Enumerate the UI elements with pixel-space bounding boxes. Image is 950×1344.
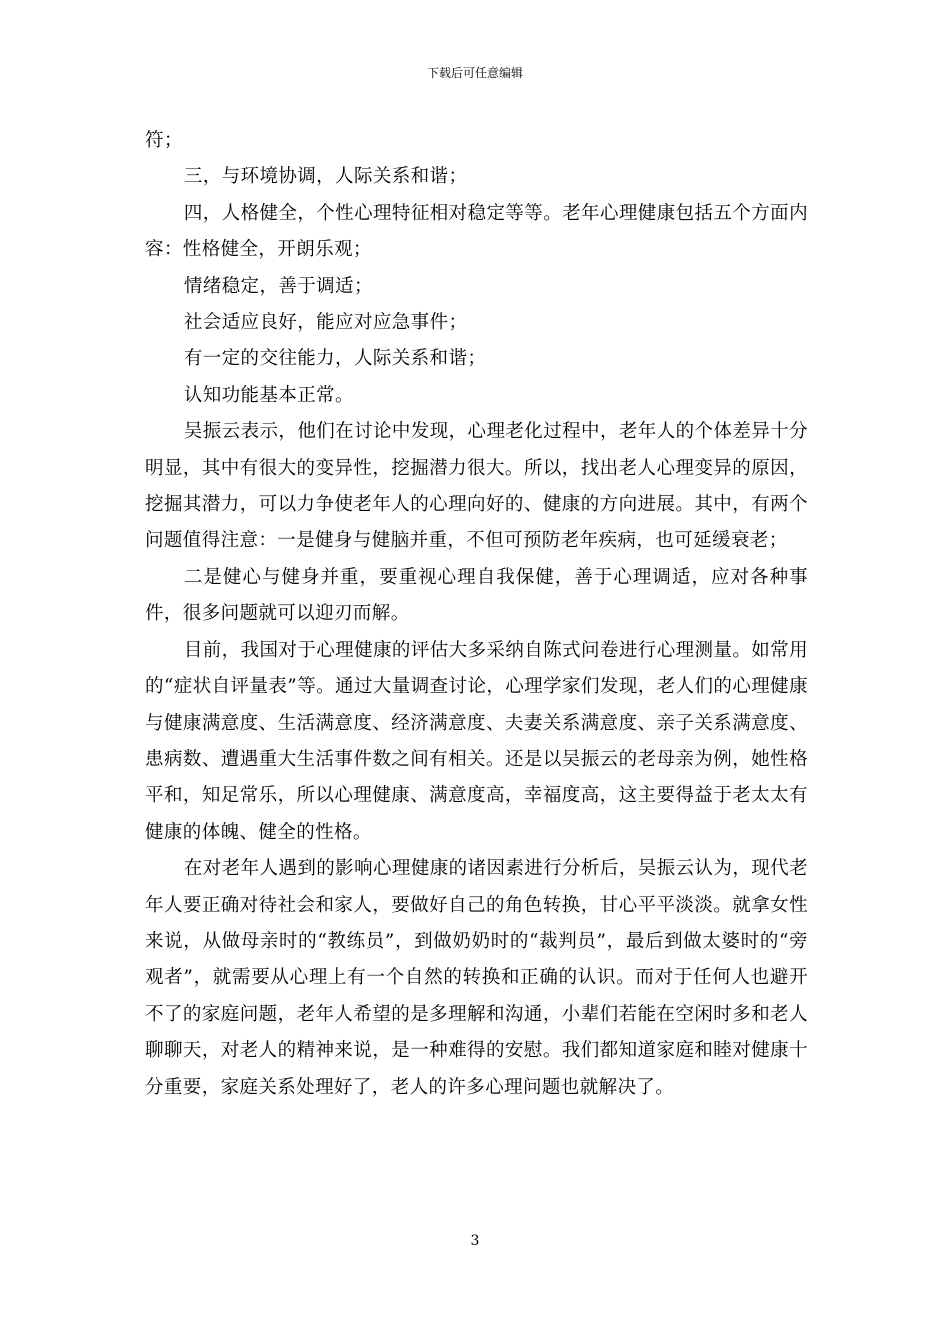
paragraph-6: 有一定的交往能力，人际关系和谐；	[183, 348, 487, 370]
paragraph-2: 三，与环境协调，人际关系和谐；	[183, 166, 468, 188]
paragraph-11: 在对老年人遇到的影响心理健康的诸因素进行分析后，吴振云认为，现代老年人要正确对待社会和家人，要做好自己的角色转换，甘心平平淡淡。就拿女性来说，从做母亲时的“教练员”，到做奶奶时的“裁判员”，最后到做太婆时的“旁观者”，就需要从心理上有一个自然的转换和正确的认识。而对于任何人也避开不了的家庭问题，老年人希望的是多理解和沟通，小辈们若能在空闲时多和老人聊聊天，对老人的精神来说，是一种难得的安慰。我们都知道家庭和睦对健康十分重要，家庭关系处理好了，老人的许多心理问题也就解决了。	[145, 858, 808, 1098]
paragraph-9: 二是健心与健身并重，要重视心理自我保健，善于心理调适，应对各种事件，很多问题就可以迎刃而解。	[145, 566, 808, 625]
paragraph-7: 认知功能基本正常。	[183, 384, 354, 406]
page-number: 3	[470, 1233, 480, 1249]
paragraph-3: 四，人格健全，个性心理特征相对稳定等等。老年心理健康包括五个方面内容：性格健全，开朗乐观；	[145, 202, 808, 261]
paragraph-1: 符；	[145, 130, 183, 151]
paragraph-8: 吴振云表示，他们在讨论中发现，心理老化过程中，老年人的个体差异十分明显，其中有很大的变异性，挖掘潜力很大。所以，找出老人心理变异的原因，挖掘其潜力，可以力争使老年人的心理向好的、健康的方向进展。其中，有两个问题值得注意：一是健身与健脑并重，不但可预防老年疾病，也可延缓衰老；	[145, 421, 808, 552]
page-header: 下载后可任意编辑	[426, 66, 523, 80]
document-body	[145, 123, 808, 1106]
paragraph-10: 目前，我国对于心理健康的评估大多采纳自陈式问卷进行心理测量。如常用的“症状自评量表”等。通过大量调查讨论，心理学家们发现，老人们的心理健康与健康满意度、生活满意度、经济满意度、夫妻关系满意度、亲子关系满意度、患病数、遭遇重大生活事件数之间有相关。还是以吴振云的老母亲为例，她性格平和，知足常乐，所以心理健康、满意度高，幸福度高，这主要得益于老太太有健康的体魄、健全的性格。	[145, 639, 808, 843]
paragraph-4: 情绪稳定，善于调适；	[183, 275, 373, 297]
paragraph-5: 社会适应良好，能应对应急事件；	[183, 312, 468, 334]
